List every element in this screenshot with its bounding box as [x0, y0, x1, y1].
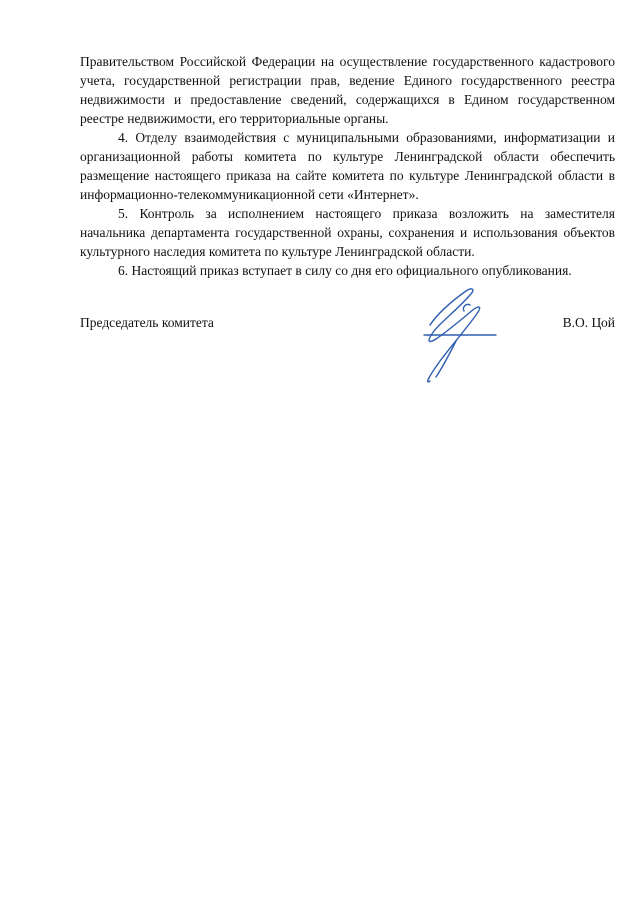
document-body	[80, 52, 615, 280]
paragraph-item-4: 4. Отделу взаимодействия с муниципальными образованиями, информатизации и организационной работы комитета по культуре Ленинградской области обеспечить размещение настоящего приказа на сайте комитета по культуре Ленинградской области в информационно-телекоммуникационной сети «Интернет».	[80, 130, 615, 202]
signatory-name: В.О. Цой	[562, 315, 615, 330]
paragraph-item-5: 5. Контроль за исполнением настоящего приказа возложить на заместителя начальника департамента государственной охраны, сохранения и использования объектов культурного наследия комитета по культуре Ленинградской области.	[80, 206, 615, 259]
handwritten-signature	[400, 285, 500, 390]
paragraph-item-6: 6. Настоящий приказ вступает в силу со дня его официального опубликования.	[118, 263, 572, 278]
signatory-title: Председатель комитета	[80, 315, 214, 330]
paragraph-continuation: Правительством Российской Федерации на осуществление государственного кадастрового учета, государственной регистрации прав, ведение Единого государственного реестра недвижимости и предоставление сведений, содержащихся в Едином государственном реестре недвижимости, его территориальные органы.	[80, 54, 615, 126]
